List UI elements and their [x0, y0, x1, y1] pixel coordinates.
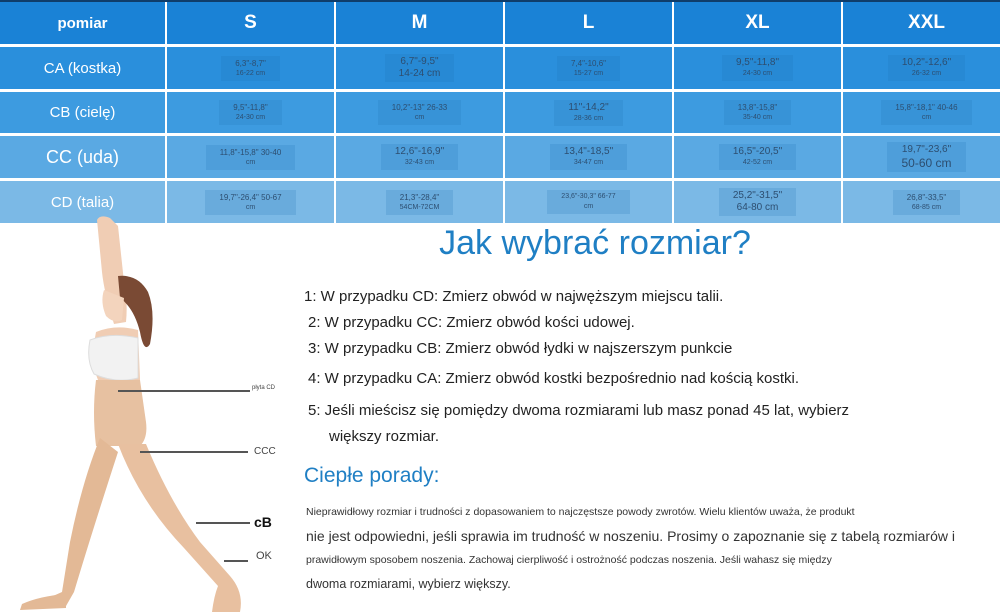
value-inches: 9,5"-11,8" — [233, 103, 268, 112]
table-cell — [843, 47, 1000, 89]
step-item: 5: Jeśli mieścisz się pomiędzy dwoma rozmiarami lub masz ponad 45 lat, wybierz — [308, 402, 850, 419]
page-title: Jak wybrać rozmiar? — [439, 224, 751, 262]
step-item: 1: W przypadku CD: Zmierz obwód w najwęższym miejscu talii. — [304, 288, 724, 305]
table-cell — [674, 47, 841, 89]
value-cm: 50-60 cm — [901, 156, 952, 170]
value-cm: cm — [414, 114, 425, 121]
header-label: S — [244, 12, 257, 33]
value-cm: cm — [921, 114, 932, 121]
step-item-continuation: większy rozmiar. — [329, 428, 440, 445]
table-cell — [505, 47, 672, 89]
header-size-s — [167, 2, 334, 44]
value-cm: 24-30 cm — [742, 70, 773, 77]
value-cm: 15-27 cm — [573, 69, 604, 77]
table-cell — [167, 136, 334, 178]
header-label: XL — [745, 12, 770, 33]
value-cm: cm — [245, 203, 256, 211]
table-cell — [167, 47, 334, 89]
header-label: XXL — [908, 12, 945, 33]
value-inches: 13,4"-18,5" — [563, 146, 614, 157]
table-cell — [167, 92, 334, 133]
value-inches: 11"-14,2" — [568, 101, 609, 113]
value-inches: 10,2"-12,6" — [901, 57, 952, 68]
value-inches: 6,7"-9,5" — [400, 56, 439, 67]
header-label: M — [411, 12, 428, 33]
woman-in-tights-illustration — [0, 212, 300, 612]
row-label: CC (uda) — [45, 146, 120, 167]
value-cm: 32-43 cm — [404, 159, 435, 166]
row-label-cb — [0, 92, 165, 133]
row-label-ca — [0, 47, 165, 89]
value-cm: 54CM-72CM — [399, 203, 440, 211]
header-label: L — [582, 12, 595, 33]
value-inches: 26,8"-33,5" — [906, 192, 947, 202]
value-cm: 14-24 cm — [398, 68, 441, 79]
table-cell — [843, 136, 1000, 178]
value-cm: 16-22 cm — [235, 69, 266, 77]
tip-line: prawidłowym sposobem noszenia. Zachowaj cierpliwość i ostrożność podczas noszenia. Jeśli wahasz się między — [306, 554, 832, 566]
size-chart-table — [0, 0, 1000, 212]
value-cm: 42-52 cm — [742, 159, 773, 166]
label-cc: CCC — [254, 446, 276, 457]
value-inches: 12,6"-16,9" — [394, 146, 445, 157]
value-cm: 64-80 cm — [736, 202, 779, 213]
pointer-line-cd — [118, 390, 250, 392]
row-label-cc — [0, 136, 165, 178]
pointer-line-ca — [224, 560, 248, 562]
header-size-l — [505, 2, 672, 44]
value-inches: 23,6"-30,3" 66-77 — [561, 193, 616, 200]
table-cell — [336, 181, 503, 223]
value-inches: 6,3"-8,7" — [235, 58, 266, 68]
value-inches: 7,4"-10,6" — [570, 58, 607, 68]
step-item: 4: W przypadku CA: Zmierz obwód kostki bezpośrednio nad kością kostki. — [308, 370, 800, 387]
table-cell — [843, 181, 1000, 223]
model-figure — [0, 212, 300, 612]
header-size-xl — [674, 2, 841, 44]
value-cm: 68-85 cm — [911, 203, 942, 211]
value-inches: 13,8"-15,8" — [737, 103, 778, 112]
tip-line: dwoma rozmiarami, wybierz większy. — [306, 577, 511, 591]
row-label: CB (cielę) — [49, 104, 116, 121]
table-cell — [843, 92, 1000, 133]
header-label: pomiar — [57, 14, 108, 32]
table-cell — [674, 181, 841, 223]
table-cell — [674, 136, 841, 178]
table-cell — [505, 181, 672, 223]
row-label: CD (talia) — [50, 193, 115, 211]
value-cm: 35-40 cm — [742, 114, 773, 121]
value-inches: 11,8"-15,8" 30-40 — [219, 147, 282, 157]
label-ca: OK — [256, 550, 272, 562]
value-inches: 25,2"-31,5" — [732, 190, 783, 201]
header-size-xxl — [843, 2, 1000, 44]
pointer-line-cc — [140, 451, 248, 453]
value-cm: 34-47 cm — [573, 159, 604, 166]
table-cell — [336, 47, 503, 89]
value-inches: 19,7"-26,4" 50-67 — [219, 192, 282, 202]
row-label: CA (kostka) — [43, 59, 122, 77]
table-cell — [336, 136, 503, 178]
value-inches: 9,5"-11,8" — [735, 57, 780, 68]
tips-paragraph — [306, 500, 996, 596]
table-cell — [505, 92, 672, 133]
tips-title: Ciepłe porady: — [304, 464, 440, 487]
header-size-m — [336, 2, 503, 44]
table-cell — [505, 136, 672, 178]
value-inches: 16,5"-20,5" — [732, 146, 783, 157]
step-item: 2: W przypadku CC: Zmierz obwód kości udowej. — [308, 314, 635, 331]
value-inches: 15,8"-18,1" 40-46 — [895, 103, 958, 112]
tip-line: nie jest odpowiedni, jeśli sprawia im trudność w noszeniu. Prosimy o zapoznanie się z tabelą rozmiarów i — [306, 528, 955, 544]
tip-line: Nieprawidłowy rozmiar i trudności z dopasowaniem to najczęstsze powody zwrotów. Wielu klientów uważa, że produkt — [306, 506, 855, 518]
value-cm: cm — [245, 158, 256, 166]
pointer-line-cb — [196, 522, 250, 524]
step-item: 3: W przypadku CB: Zmierz obwód łydki w najszerszym punkcie — [308, 340, 733, 357]
value-cm: 28-36 cm — [573, 114, 604, 122]
measurement-steps — [304, 286, 994, 452]
value-inches: 21,3"-28,4" — [399, 192, 440, 202]
header-measurement — [0, 2, 165, 44]
label-cd: płyta CD — [252, 385, 276, 391]
value-cm: 26-32 cm — [911, 70, 942, 77]
value-inches: 10,2"-13" 26-33 — [391, 103, 448, 112]
value-cm: cm — [583, 203, 594, 210]
value-inches: 19,7"-23,6" — [901, 144, 952, 155]
value-cm: 24-30 cm — [235, 114, 266, 121]
table-cell — [336, 92, 503, 133]
table-cell — [674, 92, 841, 133]
label-cb: cB — [254, 514, 272, 530]
